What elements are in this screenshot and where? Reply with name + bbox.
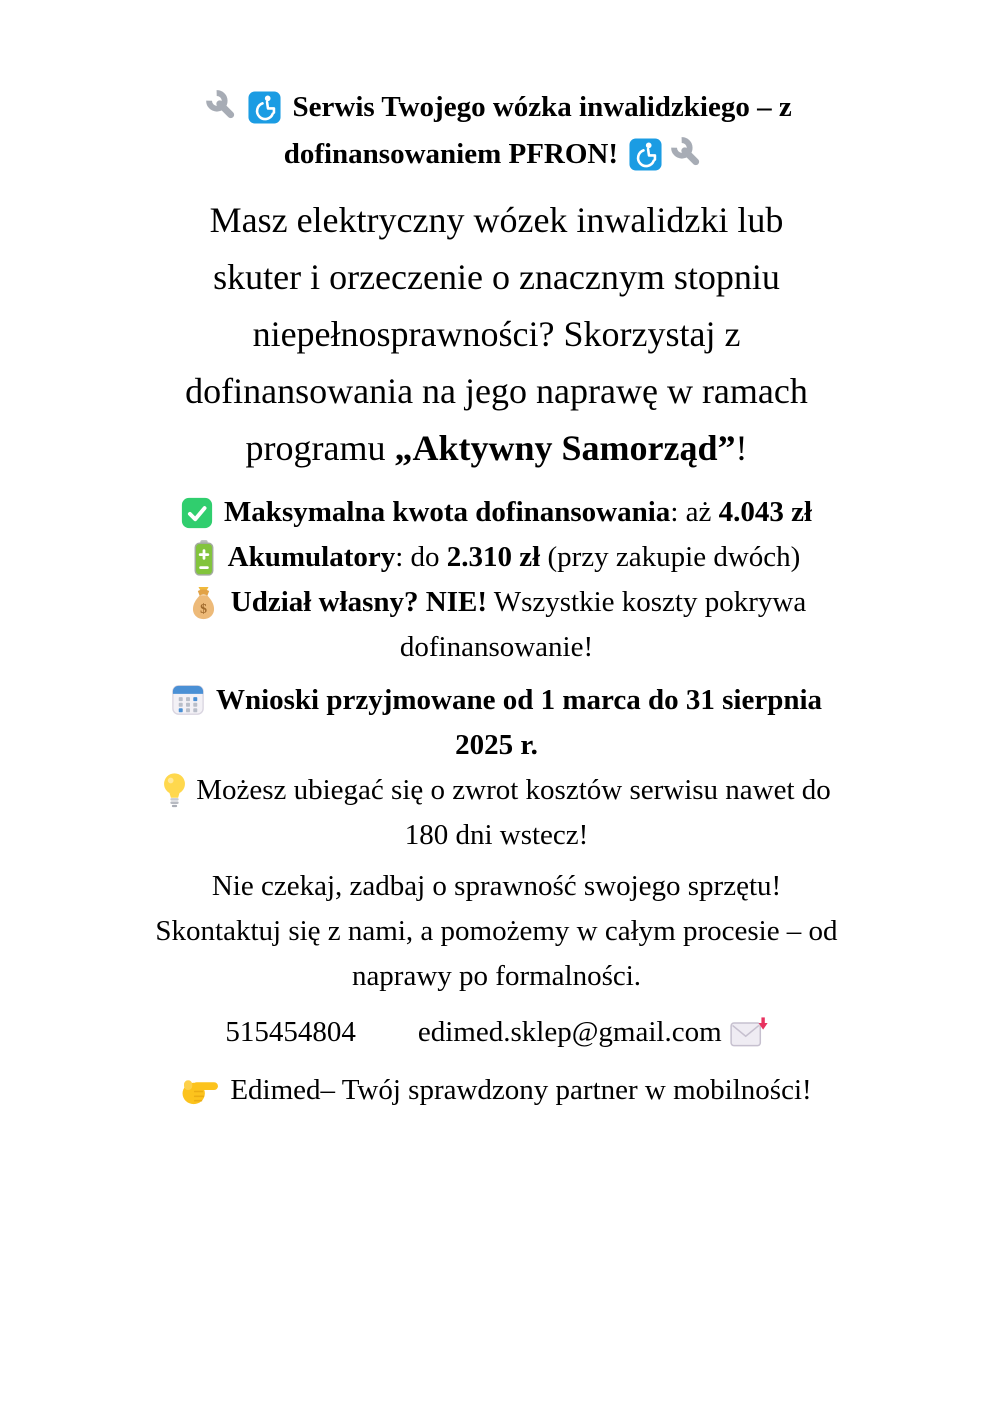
- incoming-envelope-icon: [730, 1016, 768, 1048]
- intro-line2: skuter i orzeczenie o znacznym stopniu: [213, 257, 780, 297]
- intro-line5-prefix: programu: [245, 428, 395, 468]
- bullet-max-amount: [96, 490, 897, 535]
- wheelchair-icon: [248, 91, 281, 124]
- deadline-line2: 2025 r.: [455, 729, 538, 761]
- intro-paragraph: [96, 192, 897, 477]
- deadline-paragraph: [96, 678, 897, 768]
- wrench-icon: [205, 89, 240, 124]
- tip-line2: 180 dni wstecz!: [404, 819, 589, 851]
- outro-line3: naprawy po formalności.: [351, 960, 642, 992]
- check-mark-icon: [181, 497, 213, 529]
- max-amount-label: Maksymalna kwota dofinansowania: [223, 496, 671, 528]
- outro-line2: Skontaktuj się z nami, a pomożemy w całym procesie – od: [155, 915, 838, 947]
- intro-line5-suffix: !: [735, 428, 748, 468]
- max-amount-mid: : aż: [670, 496, 719, 528]
- battery-icon: [193, 539, 215, 576]
- batteries-value: 2.310 zł: [446, 541, 541, 573]
- own-share-rest1: Wszystkie koszty pokrywa: [486, 586, 807, 618]
- money-bag-icon: [187, 585, 220, 622]
- intro-line1: Masz elektryczny wózek inwalidzki lub: [209, 200, 784, 240]
- page-title: [96, 84, 897, 178]
- contact-line: [96, 1009, 897, 1055]
- calendar-icon: [171, 683, 205, 717]
- outro-line1: Nie czekaj, zadbaj o sprawność swojego sprzętu!: [211, 870, 782, 902]
- email-address: edimed.sklep@gmail.com: [417, 1016, 722, 1048]
- tip-paragraph: [96, 768, 897, 858]
- flyer-page: [96, 0, 897, 1113]
- telephone-receiver-icon: [360, 1016, 394, 1050]
- program-name: „Aktywny Samorząd”: [394, 428, 736, 468]
- benefits-list: [96, 490, 897, 670]
- wheelchair-icon: [629, 138, 662, 171]
- batteries-label: Akumulatory: [227, 541, 396, 573]
- own-share-bold: Udział własny? NIE!: [230, 586, 487, 618]
- phone-number: 515454804: [225, 1016, 356, 1048]
- title-line1: Serwis Twojego wózka inwalidzkiego – z: [292, 91, 792, 123]
- closing-text: Edimed– Twój sprawdzony partner w mobilności!: [230, 1074, 812, 1106]
- bullet-batteries: [96, 535, 897, 580]
- intro-line3: niepełnosprawności? Skorzystaj z: [252, 314, 741, 354]
- batteries-mid: : do: [395, 541, 447, 573]
- batteries-suffix: (przy zakupie dwóch): [540, 541, 801, 573]
- light-bulb-icon: [162, 771, 187, 809]
- deadline-line1: Wnioski przyjmowane od 1 marca do 31 sierpnia: [215, 684, 823, 716]
- closing-line: [96, 1067, 897, 1113]
- wrench-icon: [670, 136, 705, 171]
- bullet-own-share: [96, 580, 897, 670]
- tip-line1: Możesz ubiegać się o zwrot kosztów serwisu nawet do: [196, 774, 831, 806]
- max-amount-value: 4.043 zł: [718, 496, 813, 528]
- intro-line4: dofinansowania na jego naprawę w ramach: [185, 371, 808, 411]
- own-share-rest2: dofinansowanie!: [399, 631, 594, 663]
- title-line2: dofinansowaniem PFRON!: [283, 138, 619, 170]
- pointing-right-icon: [181, 1074, 220, 1107]
- outro-paragraph: [96, 864, 897, 999]
